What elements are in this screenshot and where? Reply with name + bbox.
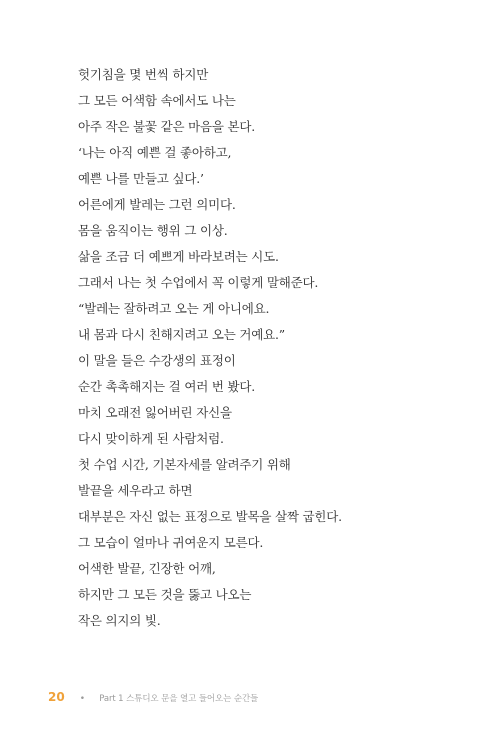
text-line: 그 모든 어색함 속에서도 나는 <box>78 93 236 108</box>
text-line: 발끝을 세우라고 하면 <box>78 483 193 498</box>
text-line: ‘나는 아직 예쁜 걸 좋아하고, <box>78 145 232 160</box>
text-line: 하지만 그 모든 것을 뚫고 나오는 <box>78 587 252 602</box>
text-line: 몸을 움직이는 행위 그 이상. <box>78 223 228 238</box>
text-line: 이 말을 들은 수강생의 표정이 <box>78 353 236 368</box>
text-line: 예쁜 나를 만들고 싶다.’ <box>78 171 204 186</box>
text-line: 어른에게 발레는 그런 의미다. <box>78 197 236 212</box>
text-line: 삶을 조금 더 예쁘게 바라보려는 시도. <box>78 249 279 264</box>
page-footer <box>48 688 258 704</box>
text-line: 대부분은 자신 없는 표정으로 발목을 살짝 굽힌다. <box>78 509 342 524</box>
text-line: 작은 의지의 빛. <box>78 613 161 628</box>
text-line: 아주 작은 불꽃 같은 마음을 본다. <box>78 119 256 134</box>
page-number: 20 <box>48 690 65 704</box>
text-line: 다시 맞이하게 된 사람처럼. <box>78 431 224 446</box>
text-line: “발레는 잘하려고 오는 게 아니에요. <box>78 301 270 316</box>
running-chapter-title: Part 1 스튜디오 문을 열고 들어오는 순간들 <box>99 694 259 704</box>
body-text <box>78 62 458 634</box>
text-line: 어색한 발끝, 긴장한 어깨, <box>78 561 216 576</box>
text-line: 마치 오래전 잃어버린 자신을 <box>78 405 232 420</box>
text-line: 그래서 나는 첫 수업에서 꼭 이렇게 말해준다. <box>78 275 319 290</box>
text-line: 헛기침을 몇 번씩 하지만 <box>78 67 209 82</box>
text-line: 내 몸과 다시 친해지려고 오는 거예요.” <box>78 327 285 342</box>
footer-separator: • <box>79 694 86 704</box>
text-line: 첫 수업 시간, 기본자세를 알려주기 위해 <box>78 457 291 472</box>
text-line: 순간 촉촉해지는 걸 여러 번 봤다. <box>78 379 256 394</box>
text-line: 그 모습이 얼마나 귀여운지 모른다. <box>78 535 264 550</box>
